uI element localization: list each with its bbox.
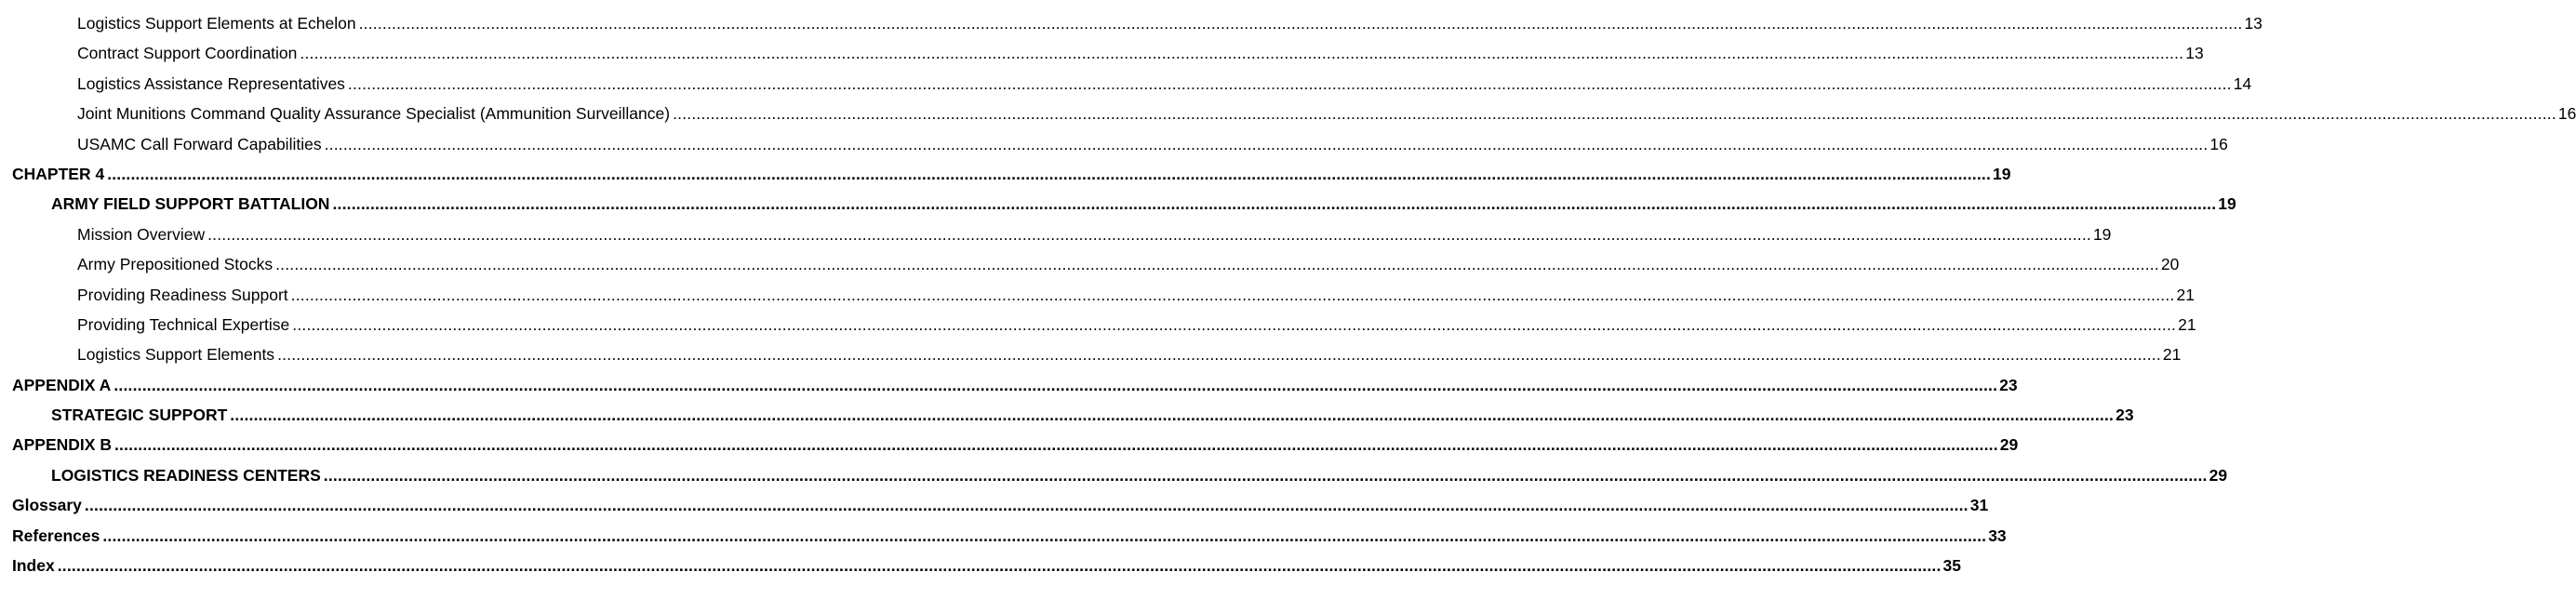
toc-page-number: 19 [2092,224,2112,244]
toc-entry-logistics-support-elements-at-echelon[interactable] [0,13,2262,43]
dot-leader: ................................................................................................................................................................................................................................................................................................................................................................................................................ [207,224,2091,244]
toc-entry-label: APPENDIX A [12,375,112,394]
toc-page-number: 23 [1999,375,2018,394]
toc-page-number: 33 [1988,526,2007,545]
toc-entry-label: Providing Technical Expertise [77,314,290,334]
dot-leader: ................................................................................................................................................................................................................................................................................................................................................................................................................ [332,194,2217,214]
toc-page-number: 19 [1993,164,2011,183]
toc-entry-label: Logistics Support Elements at Echelon [77,14,356,33]
dot-leader: ................................................................................................................................................................................................................................................................................................................................................................................................................ [292,314,2177,334]
toc-page-number: 14 [2233,73,2252,93]
toc-entry-label: Army Prepositioned Stocks [77,255,274,274]
toc-page-number: 29 [2209,465,2228,485]
dot-leader: ................................................................................................................................................................................................................................................................................................................................................................................................................ [323,465,2208,485]
dot-leader: ................................................................................................................................................................................................................................................................................................................................................................................................................ [275,255,2159,274]
toc-entry-label: References [12,526,100,545]
toc-entry-logistics-assistance-representatives[interactable] [0,73,2252,103]
dot-leader: ................................................................................................................................................................................................................................................................................................................................................................................................................ [57,556,1942,576]
dot-leader: ................................................................................................................................................................................................................................................................................................................................................................................................................ [347,73,2232,93]
toc-entry-label: Contract Support Coordination [77,44,298,63]
toc-entry-label: LOGISTICS READINESS CENTERS [51,465,321,485]
toc-entry-contract-support-coordination[interactable] [0,43,2204,73]
dot-leader: ................................................................................................................................................................................................................................................................................................................................................................................................................ [107,164,1992,183]
toc-page-number: 16 [2557,104,2576,124]
toc-entry-strategic-support[interactable] [0,405,2134,434]
toc-entry-label: Mission Overview [77,224,206,244]
toc-entry-appendix-a[interactable] [0,375,2018,405]
dot-leader: ................................................................................................................................................................................................................................................................................................................................................................................................................ [277,345,2161,365]
dot-leader: ................................................................................................................................................................................................................................................................................................................................................................................................................ [113,375,1998,394]
toc-entry-appendix-b[interactable] [0,434,2019,464]
dot-leader: ................................................................................................................................................................................................................................................................................................................................................................................................................ [300,44,2184,63]
toc-entry-army-field-support-battalion[interactable] [0,193,2236,223]
toc-entry-chapter-4[interactable] [0,164,2011,193]
toc-entry-label: ARMY FIELD SUPPORT BATTALION [51,194,330,214]
toc-entry-providing-readiness-support[interactable] [0,285,2195,314]
toc-page-number: 13 [2185,44,2204,63]
toc-page-number: 21 [2162,345,2182,365]
toc-entry-label: Logistics Support Elements [77,345,275,365]
toc-entry-references[interactable] [0,526,2007,555]
dot-leader: ................................................................................................................................................................................................................................................................................................................................................................................................................ [324,134,2209,153]
dot-leader: ................................................................................................................................................................................................................................................................................................................................................................................................................ [102,526,1987,545]
toc-entry-label: Index [12,556,55,576]
toc-page-number: 29 [1999,435,2019,455]
toc-entry-usamc-call-forward-capabilities[interactable] [0,134,2228,164]
toc-entry-label: USAMC Call Forward Capabilities [77,134,322,153]
toc-entry-label: STRATEGIC SUPPORT [51,406,228,425]
toc-entry-label: CHAPTER 4 [12,164,105,183]
toc-page-number: 13 [2244,14,2262,33]
dot-leader: ................................................................................................................................................................................................................................................................................................................................................................................................................ [230,406,2115,425]
toc-page-number: 21 [2176,285,2195,304]
dot-leader: ................................................................................................................................................................................................................................................................................................................................................................................................................ [673,104,2556,124]
toc-entry-index[interactable] [0,555,1962,585]
toc-entry-label: Glossary [12,496,82,515]
toc-entry-label: Joint Munitions Command Quality Assurance Specialist (Ammunition Surveillance) [77,104,671,124]
dot-leader: ................................................................................................................................................................................................................................................................................................................................................................................................................ [358,14,2243,33]
toc-entry-label: Providing Readiness Support [77,285,288,304]
toc-entry-label: APPENDIX B [12,435,112,455]
dot-leader: ................................................................................................................................................................................................................................................................................................................................................................................................................ [84,496,1969,515]
toc-page-number: 20 [2160,255,2180,274]
toc-entry-army-prepositioned-stocks[interactable] [0,254,2180,284]
toc-entry-logistics-readiness-centers[interactable] [0,465,2228,495]
toc-page-number: 16 [2209,134,2228,153]
toc-page-number: 23 [2116,406,2134,425]
toc-entry-glossary[interactable] [0,495,1989,525]
dot-leader: ................................................................................................................................................................................................................................................................................................................................................................................................................ [113,435,1998,455]
toc-page-number: 35 [1942,556,1962,576]
toc-entry-label: Logistics Assistance Representatives [77,73,345,93]
dot-leader: ................................................................................................................................................................................................................................................................................................................................................................................................................ [290,285,2175,304]
toc-entry-mission-overview[interactable] [0,224,2112,254]
toc-entry-jmc-quality-assurance-specialist[interactable] [0,103,2576,133]
toc-page-number: 31 [1969,496,1989,515]
toc-page-number: 19 [2218,194,2236,214]
toc-entry-logistics-support-elements[interactable] [0,344,2182,374]
toc-entry-providing-technical-expertise[interactable] [0,314,2196,344]
table-of-contents [0,13,2576,585]
toc-page-number: 21 [2178,314,2196,334]
